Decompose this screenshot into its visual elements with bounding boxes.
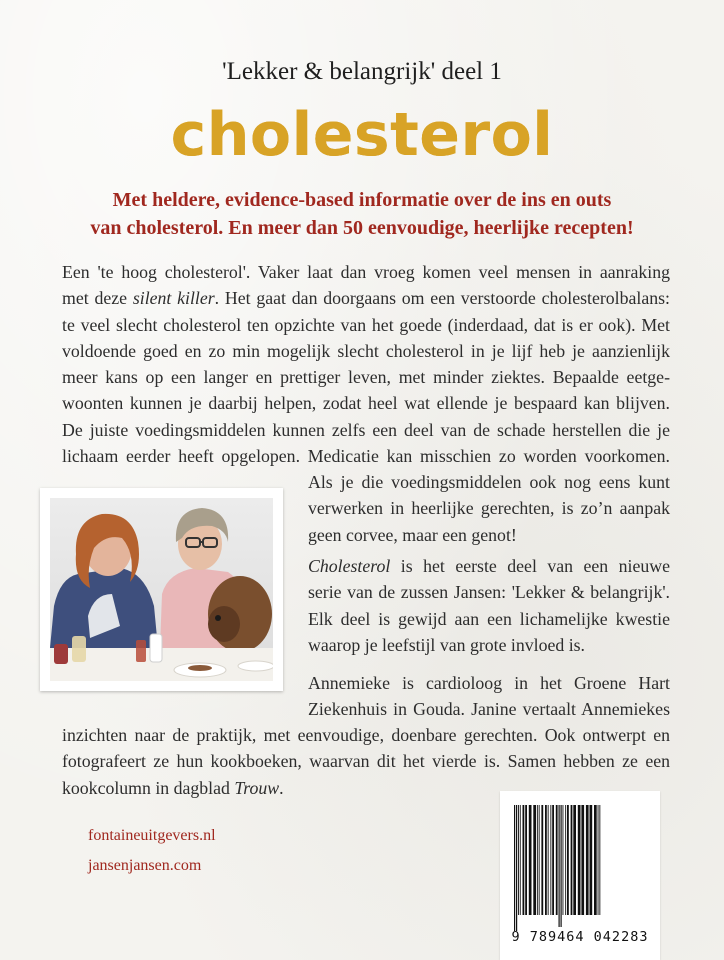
p3b-line-3-end: .	[279, 777, 284, 798]
p1b-line-2: verwerken in heerlijke gerechten, is zo’n aanpak	[308, 498, 670, 519]
barcode-bar	[599, 805, 600, 915]
barcode-panel	[500, 791, 660, 960]
body-paragraph-3-start	[308, 670, 670, 723]
barcode-bar	[520, 805, 521, 915]
barcode-bar	[578, 805, 581, 915]
p3b-newspaper-name: Trouw	[234, 777, 280, 798]
p1-line-6: woonten kunnen je daarbij helpen, zodat heel wat ellende je bespaard kan blijven.	[62, 393, 670, 414]
barcode-bar	[598, 805, 599, 915]
barcode-guard-bar	[559, 805, 560, 927]
body-paragraph-3-end	[62, 722, 670, 801]
p3b-line-1: inzichten naar de praktijk, met eenvoudige, doenbare gerechten. Ook ontwerpt en	[62, 725, 670, 745]
barcode-guard-bar	[514, 805, 515, 931]
barcode-bar	[567, 805, 569, 915]
barcode-bar	[571, 805, 573, 915]
barcode-bar	[573, 805, 576, 915]
p2-line-3: Elk deel is gewijd aan een lichamelijke kwestie	[308, 608, 670, 629]
photo-image	[50, 498, 273, 681]
p3a-line-2: Ziekenhuis in Gouda. Janine vertaalt Annemiekes	[308, 699, 670, 720]
body-paragraph-1	[62, 259, 670, 469]
barcode-bar	[518, 805, 519, 915]
barcode-bar	[525, 805, 527, 915]
authors-website-link[interactable]: jansenjansen.com	[88, 857, 202, 874]
p1-line-2-italic: silent killer	[132, 288, 215, 309]
barcode-bar	[565, 805, 566, 915]
p1-line-3: te veel slecht cholesterol ten opzichte van het goede (inderdaad, dat is er ook). Met	[62, 314, 670, 335]
p1-line-4: voldoende goed en zo min mogelijk slecht cholesterol in je lijf heb je aanzienlijk	[62, 340, 670, 361]
tagline	[40, 186, 684, 242]
publisher-website-link[interactable]: fontaineuitgevers.nl	[88, 827, 216, 844]
series-line: 'Lekker & belangrijk' deel 1	[222, 58, 502, 85]
sisters-photo-illustration	[50, 498, 273, 681]
barcode-guard-bar	[516, 805, 517, 931]
barcode-bar	[581, 805, 584, 915]
body-paragraph-2	[308, 553, 670, 658]
p1b-line-1: Als je die voedingsmiddelen ook nog eens kunt	[308, 472, 670, 492]
p1-line-8: lichaam eerder heeft opgelopen. Medicatie kan misschien zo worden voorkomen.	[62, 446, 670, 467]
p1-line-2-a: met deze	[62, 288, 133, 309]
p1b-line-3: geen corvee, maar een genot!	[308, 524, 517, 545]
p2-line-1	[308, 553, 670, 579]
p3b-line-2: fotografeert ze hun kookboeken, waarvan dit het vierde is. Samen hebben ze een	[62, 751, 670, 772]
barcode-bar	[556, 805, 558, 915]
body-paragraph-1-continued	[308, 469, 670, 548]
barcode-bar	[529, 805, 532, 915]
p2-line-4: waarop je leefstijl van grote invloed is.	[308, 634, 586, 655]
p1-line-2	[62, 285, 670, 311]
barcode-bar	[523, 805, 525, 915]
p1-line-5: meer kans op een langer en prettiger leven, met minder ziektes. Bepaalde eetge-	[62, 367, 670, 388]
tagline-line-2: van cholesterol. En meer dan 50 eenvoudige, heerlijke recepten!	[90, 217, 634, 239]
barcode-bar	[533, 805, 536, 915]
p1-line-2-b: . Het gaat dan doorgaans om een verstoorde cholesterolbalans:	[214, 288, 670, 309]
barcode-bar	[590, 805, 593, 915]
barcode-bar	[563, 805, 564, 915]
barcode-guard-bar	[561, 805, 562, 927]
website-links	[88, 821, 216, 881]
tagline-line-1: Met heldere, evidence-based informatie over de ins en outs	[112, 189, 612, 211]
barcode-bar	[541, 805, 543, 915]
p1-line-7: De juiste voedingsmiddelen kunnen zelfs een deel van de schade herstellen die je	[62, 419, 670, 440]
p2-italic-title: Cholesterol	[308, 556, 391, 576]
barcode-bar	[594, 805, 597, 915]
barcode-bar	[586, 805, 589, 915]
barcode-bar	[550, 805, 551, 915]
barcode-bar	[545, 805, 547, 915]
p3a-line-1: Annemieke is cardioloog in het Groene Hart	[308, 673, 670, 693]
isbn-barcode	[500, 791, 660, 931]
barcode-bar	[539, 805, 540, 915]
barcode-bar	[552, 805, 554, 915]
p2-line-2: serie van de zussen Jansen: 'Lekker & belangrijk'.	[308, 582, 670, 603]
isbn-number: 9 789464 042283	[511, 929, 649, 945]
p3b-line-3-start: kookcolumn in dagblad	[62, 777, 235, 798]
p2-line-1-rest: is het eerste deel van een nieuwe	[390, 556, 670, 576]
barcode-bar	[548, 805, 549, 915]
book-title: cholesterol	[0, 100, 724, 170]
barcode-bar	[537, 805, 538, 915]
author-photo	[40, 488, 283, 691]
p1-line-1: Een 'te hoog cholesterol'. Vaker laat dan vroeg komen veel mensen in aanraking	[62, 262, 670, 282]
